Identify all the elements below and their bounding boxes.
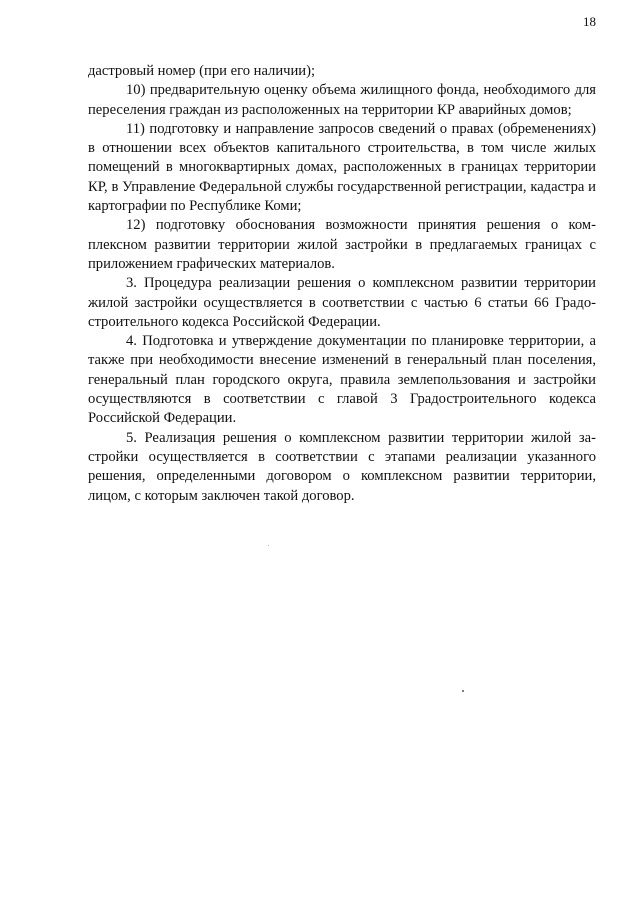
page-number: 18 — [583, 14, 596, 29]
document-body — [88, 62, 596, 506]
paragraph-item-11: 11) подготовку и направление запросов сведений о правах (обременениях) в отношении всех объектов капитального строительства, в том числе жилых помещений в многоквартирных домах, расположенных в границах территории КР, в Управление Федеральной службы государственной регистрации, кадастра и картографии по Республике Коми; — [88, 120, 596, 215]
paragraph-cadastral-continuation: дастровый номер (при его наличии); — [88, 63, 316, 79]
scan-speck — [268, 545, 269, 546]
paragraph-item-12: 12) подготовку обоснования возможности принятия решения о комплексном развитии территории жилой застройки в предлагаемых границах с приложением графических материалов. — [88, 217, 596, 272]
scan-speck — [462, 690, 464, 692]
paragraph-item-10: 10) предварительную оценку объема жилищного фонда, необходимого для переселения граждан из расположенных на территории КР аварийных домов; — [88, 82, 596, 118]
paragraph-section-5: 5. Реализация решения о комплексном развитии территории жилой застройки осуществляется в соответствии с этапами реализации указанного решения, определенными договором о комплексном развитии территории, лицом, с которым заключен такой договор. — [88, 429, 596, 504]
paragraph-section-4: 4. Подготовка и утверждение документации по планировке территории, а также при необходимости внесение изменений в генеральный план поселения, генеральный план городского округа, правила землепользования и застройки осуществляются в соответствии с главой 3 Градостроительного кодекса Российской Федерации. — [88, 333, 596, 427]
paragraph-section-3: 3. Процедура реализации решения о комплексном развитии территории жилой застройки осуществляется в соответствии с частью 6 статьи 66 Градостроительного кодекса Российской Федерации. — [88, 275, 596, 330]
